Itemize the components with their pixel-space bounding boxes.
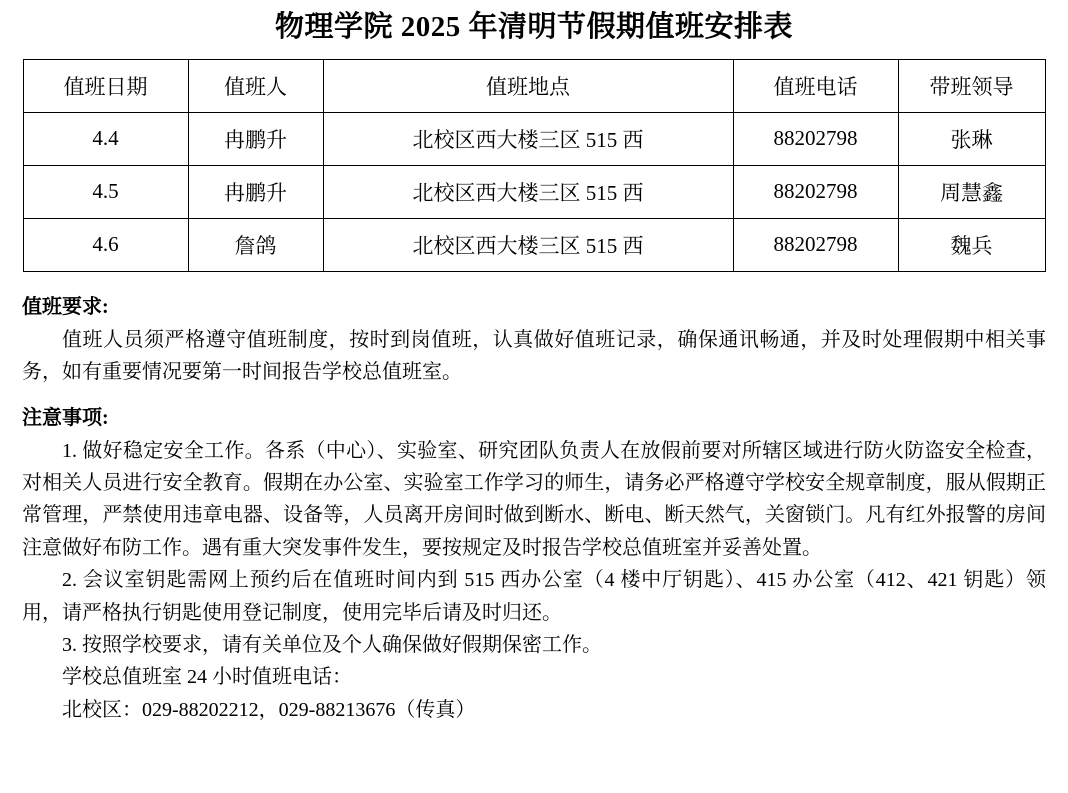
cell-leader: 魏兵 xyxy=(898,218,1045,271)
table-row xyxy=(23,165,1045,218)
duty-schedule-table xyxy=(23,59,1046,272)
cell-person: 詹鸽 xyxy=(188,218,323,271)
notes-heading: 注意事项: xyxy=(22,406,109,429)
cell-phone: 88202798 xyxy=(733,165,898,218)
cell-location: 北校区西大楼三区 515 西 xyxy=(323,112,733,165)
page-title: 物理学院 2025 年清明节假期值班安排表 xyxy=(274,11,793,43)
notes-item-2: 2. 会议室钥匙需网上预约后在值班时间内到 515 西办公室（4 楼中厅钥匙）、415 办公室（412、421 钥匙）领用，请严格执行钥匙使用登记制度，使用完毕后请及时归还。 xyxy=(22,569,1046,624)
cell-location: 北校区西大楼三区 515 西 xyxy=(323,165,733,218)
notes-section xyxy=(22,403,1046,727)
duty-requirements-section xyxy=(22,292,1046,389)
cell-date: 4.4 xyxy=(23,112,188,165)
table-row xyxy=(23,112,1045,165)
cell-leader: 周慧鑫 xyxy=(898,165,1045,218)
cell-date: 4.5 xyxy=(23,165,188,218)
cell-person: 冉鹏升 xyxy=(188,112,323,165)
column-header-location: 值班地点 xyxy=(323,59,733,112)
notes-item-3: 3. 按照学校要求，请有关单位及个人确保做好假期保密工作。 xyxy=(62,633,602,656)
duty-requirements-heading: 值班要求: xyxy=(22,295,109,318)
cell-location: 北校区西大楼三区 515 西 xyxy=(323,218,733,271)
north-campus-phone: 北校区：029-88202212，029-88213676（传真） xyxy=(62,698,476,721)
cell-phone: 88202798 xyxy=(733,218,898,271)
cell-leader: 张琳 xyxy=(898,112,1045,165)
column-header-person: 值班人 xyxy=(188,59,323,112)
column-header-date: 值班日期 xyxy=(23,59,188,112)
column-header-phone: 值班电话 xyxy=(733,59,898,112)
cell-phone: 88202798 xyxy=(733,112,898,165)
table-row xyxy=(23,218,1045,271)
cell-person: 冉鹏升 xyxy=(188,165,323,218)
column-header-leader: 带班领导 xyxy=(898,59,1045,112)
table-header-row xyxy=(23,59,1045,112)
notes-item-1: 1. 做好稳定安全工作。各系（中心）、实验室、研究团队负责人在放假前要对所辖区域进行防火防盗安全检查，对相关人员进行安全教育。假期在办公室、实验室工作学习的师生，请务必严格遵守学校安全规章制度，服从假期正常管理，严禁使用违章电器、设备等，人员离开房间时做到断水、断电、断天然气，关窗锁门。凡有红外报警的房间注意做好布防工作。遇有重大突发事件发生，要按规定及时报告学校总值班室并妥善处置。 xyxy=(22,439,1046,559)
cell-date: 4.6 xyxy=(23,218,188,271)
duty-room-phone-label: 学校总值班室 24 小时值班电话： xyxy=(62,666,352,689)
duty-requirements-body: 值班人员须严格遵守值班制度，按时到岗值班，认真做好值班记录，确保通讯畅通，并及时处理假期中相关事务，如有重要情况要第一时间报告学校总值班室。 xyxy=(22,328,1046,384)
